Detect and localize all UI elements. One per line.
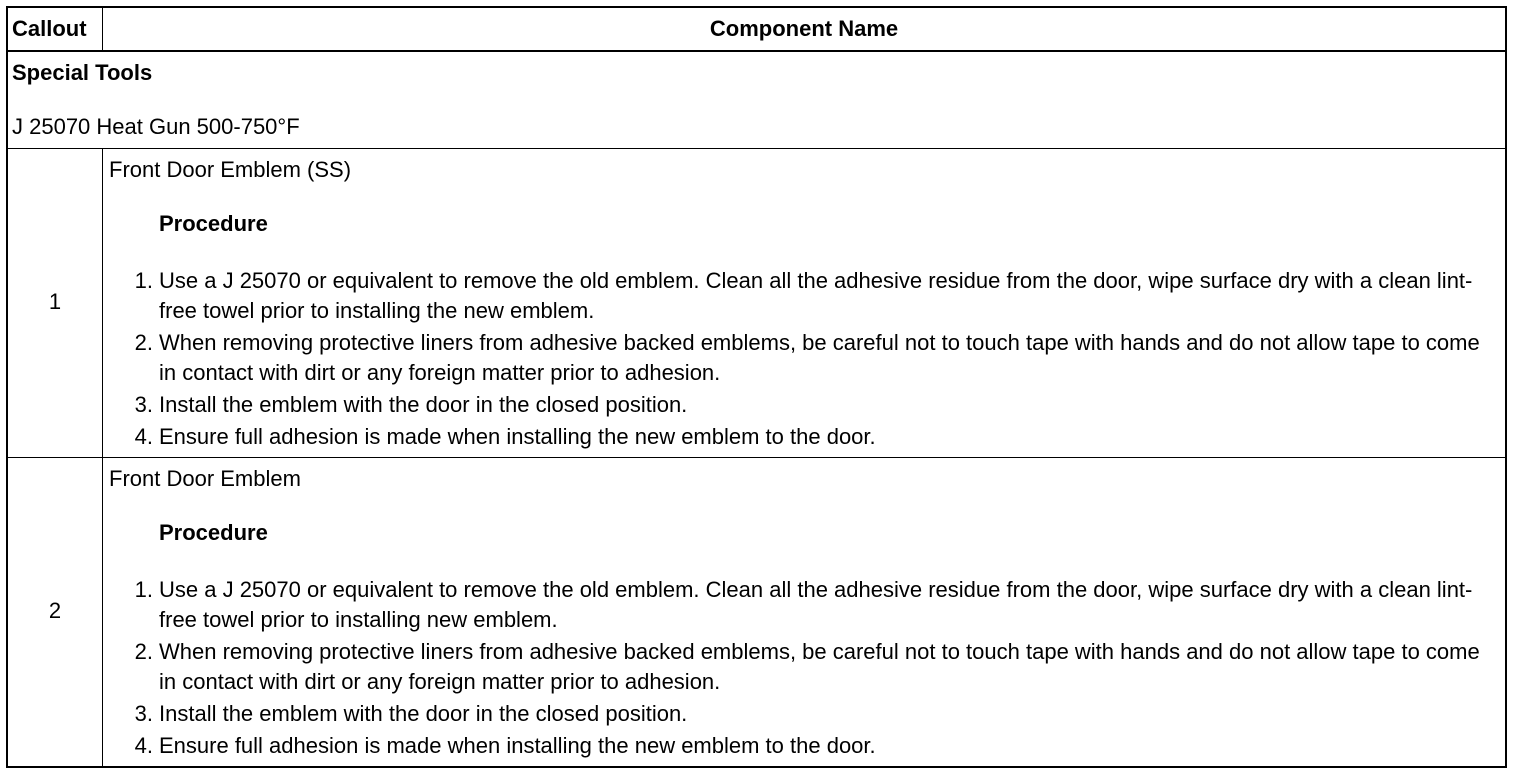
header-component-name: Component Name <box>709 16 899 41</box>
procedure-title: Procedure <box>159 211 268 236</box>
step-text: Ensure full adhesion is made when installing the new emblem to the door. <box>159 733 876 758</box>
step-text: When removing protective liners from adhesive backed emblems, be careful not to touch tape with hands and do not allow tape to come in contact with dirt or any foreign matter prior to adhesion. <box>159 330 1480 385</box>
row-body <box>103 458 1505 766</box>
procedure-step <box>103 390 1495 420</box>
step-text: Install the emblem with the door in the closed position. <box>159 392 688 417</box>
procedure-step <box>103 575 1495 635</box>
component-table <box>6 6 1507 768</box>
callout-number: 2 <box>48 598 62 623</box>
procedure-steps <box>103 575 1495 763</box>
procedure-steps <box>103 266 1495 454</box>
special-tools-title: Special Tools <box>12 60 153 85</box>
special-tool-item: J 25070 Heat Gun 500-750°F <box>12 114 300 139</box>
procedure-step <box>103 328 1495 388</box>
header-callout: Callout <box>12 16 87 41</box>
table-row <box>8 149 1505 458</box>
step-number: 3. <box>134 392 153 417</box>
procedure-step <box>103 699 1495 729</box>
step-text: When removing protective liners from adhesive backed emblems, be careful not to touch tape with hands and do not allow tape to come in contact with dirt or any foreign matter prior to adhesion. <box>159 639 1480 694</box>
table-header <box>8 8 1505 52</box>
step-number: 4. <box>134 733 153 758</box>
row-body <box>103 149 1505 457</box>
step-text: Use a J 25070 or equivalent to remove the old emblem. Clean all the adhesive residue from the door, wipe surface dry with a clean lint-free towel prior to installing the new emblem. <box>159 268 1473 323</box>
component-name: Front Door Emblem <box>109 466 301 491</box>
step-number: 2. <box>134 639 153 664</box>
table-row <box>8 458 1505 766</box>
step-number: 2. <box>134 330 153 355</box>
procedure-step <box>103 731 1495 761</box>
step-text: Ensure full adhesion is made when installing the new emblem to the door. <box>159 424 876 449</box>
callout-number: 1 <box>48 289 62 314</box>
step-text: Use a J 25070 or equivalent to remove the old emblem. Clean all the adhesive residue from the door, wipe surface dry with a clean lint-free towel prior to installing new emblem. <box>159 577 1473 632</box>
special-tools-section <box>8 50 1505 149</box>
header-divider <box>102 8 103 50</box>
step-number: 1. <box>134 268 153 293</box>
procedure-step <box>103 266 1495 326</box>
procedure-title: Procedure <box>159 520 268 545</box>
procedure-step <box>103 422 1495 452</box>
step-number: 1. <box>134 577 153 602</box>
step-number: 4. <box>134 424 153 449</box>
component-name: Front Door Emblem (SS) <box>109 157 352 182</box>
step-number: 3. <box>134 701 153 726</box>
procedure-step <box>103 637 1495 697</box>
step-text: Install the emblem with the door in the closed position. <box>159 701 688 726</box>
